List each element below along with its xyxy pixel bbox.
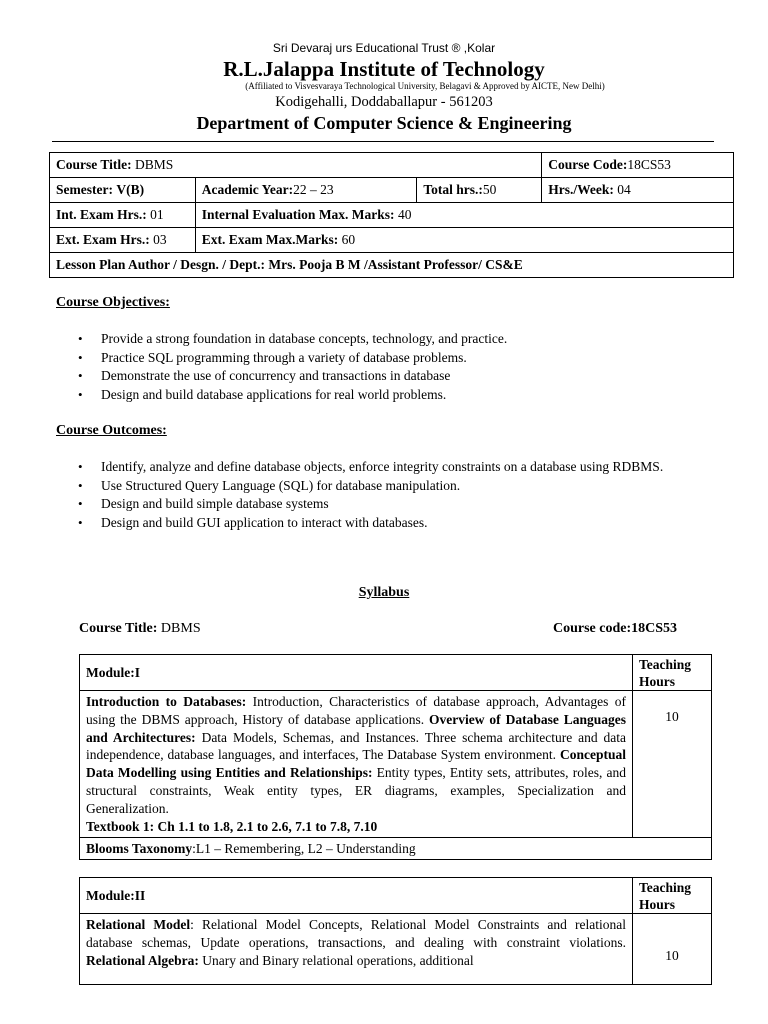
- academic-year-cell: Academic Year:22 – 23: [195, 178, 417, 203]
- module-1-blooms: Blooms Taxonomy:L1 – Remembering, L2 – Understanding: [80, 838, 712, 860]
- module-1-hours: 10: [633, 691, 712, 838]
- syllabus-course-code: Course code:18CS53: [553, 621, 678, 636]
- list-item: • Provide a strong foundation in database concepts, technology, and practice.: [76, 330, 696, 349]
- course-title-cell: Course Title: DBMS: [50, 153, 542, 178]
- department-name: Department of Computer Science & Engineering: [196, 113, 572, 133]
- list-item: • Design and build GUI application to interact with databases.: [76, 514, 701, 533]
- trust-name: Sri Devaraj urs Educational Trust ® ,Kolar: [272, 41, 496, 55]
- institute-name: R.L.Jalappa Institute of Technology: [223, 57, 545, 81]
- module-1-table: [79, 654, 712, 860]
- module-1-content: Introduction to Databases: Introduction, Characteristics of database approach, Advantages of using the DBMS approach, History of database applications. Overview of Database Languages and Architectures: Data Models, Schemas, and Instances. Three schema architecture and data independence, database languages, and interfaces, The Database System environment. Conceptual Data Modelling using Entities and Relationships: Entity types, Entity sets, attributes, roles, and structural constraints, Weak entity types, ER diagrams, examples, Specialization and Generalization. Textbook 1: Ch 1.1 to 1.8, 2.1 to 2.6, 7.1 to 7.8, 7.10: [80, 691, 633, 838]
- list-item: • Design and build database applications for real world problems.: [76, 386, 696, 405]
- module-2-title: Module:II: [80, 878, 633, 914]
- internal-eval-cell: Internal Evaluation Max. Marks: 40: [195, 203, 733, 228]
- syllabus-title: Syllabus: [358, 585, 410, 600]
- teaching-hours-header: Teaching Hours: [633, 655, 712, 691]
- address: Kodigehalli, Doddaballapur - 561203: [275, 94, 493, 110]
- list-item: • Identify, analyze and define database objects, enforce integrity constraints on a database using RDBMS.: [76, 458, 701, 477]
- hrs-week-cell: Hrs./Week: 04: [542, 178, 734, 203]
- list-item: • Design and build simple database systems: [76, 495, 701, 514]
- module-2-content: Relational Model: Relational Model Concepts, Relational Model Constraints and relational database schemas, Update operations, transactions, and dealing with constraint violations. Relational Algebra: Unary and Binary relational operations, additional: [80, 914, 633, 985]
- module-1-title: Module:I: [80, 655, 633, 691]
- int-exam-cell: Int. Exam Hrs.: 01: [50, 203, 196, 228]
- semester-cell: Semester: V(B): [50, 178, 196, 203]
- module-2-table: [79, 877, 712, 985]
- affiliation: (Affiliated to Visvesvaraya Technological University, Belagavi & Approved by AICTE, New Delhi): [245, 81, 605, 91]
- outcomes-title: Course Outcomes:: [56, 423, 167, 438]
- course-info-table: [49, 152, 734, 278]
- list-item: • Demonstrate the use of concurrency and transactions in database: [76, 367, 696, 386]
- syllabus-course-title: Course Title: DBMS: [79, 621, 201, 636]
- ext-exam-cell: Ext. Exam Hrs.: 03: [50, 228, 196, 253]
- list-item: • Use Structured Query Language (SQL) for database manipulation.: [76, 477, 701, 496]
- list-item: • Practice SQL programming through a variety of database problems.: [76, 349, 696, 368]
- header-divider: [52, 141, 714, 142]
- outcomes-list: [76, 458, 701, 532]
- course-code-cell: Course Code:18CS53: [542, 153, 734, 178]
- module-2-hours: 10: [633, 914, 712, 985]
- author-cell: Lesson Plan Author / Desgn. / Dept.: Mrs. Pooja B M /Assistant Professor/ CS&E: [50, 253, 734, 278]
- objectives-list: [76, 330, 696, 404]
- total-hrs-cell: Total hrs.:50: [417, 178, 542, 203]
- teaching-hours-header: Teaching Hours: [633, 878, 712, 914]
- objectives-title: Course Objectives:: [56, 295, 170, 310]
- ext-marks-cell: Ext. Exam Max.Marks: 60: [195, 228, 733, 253]
